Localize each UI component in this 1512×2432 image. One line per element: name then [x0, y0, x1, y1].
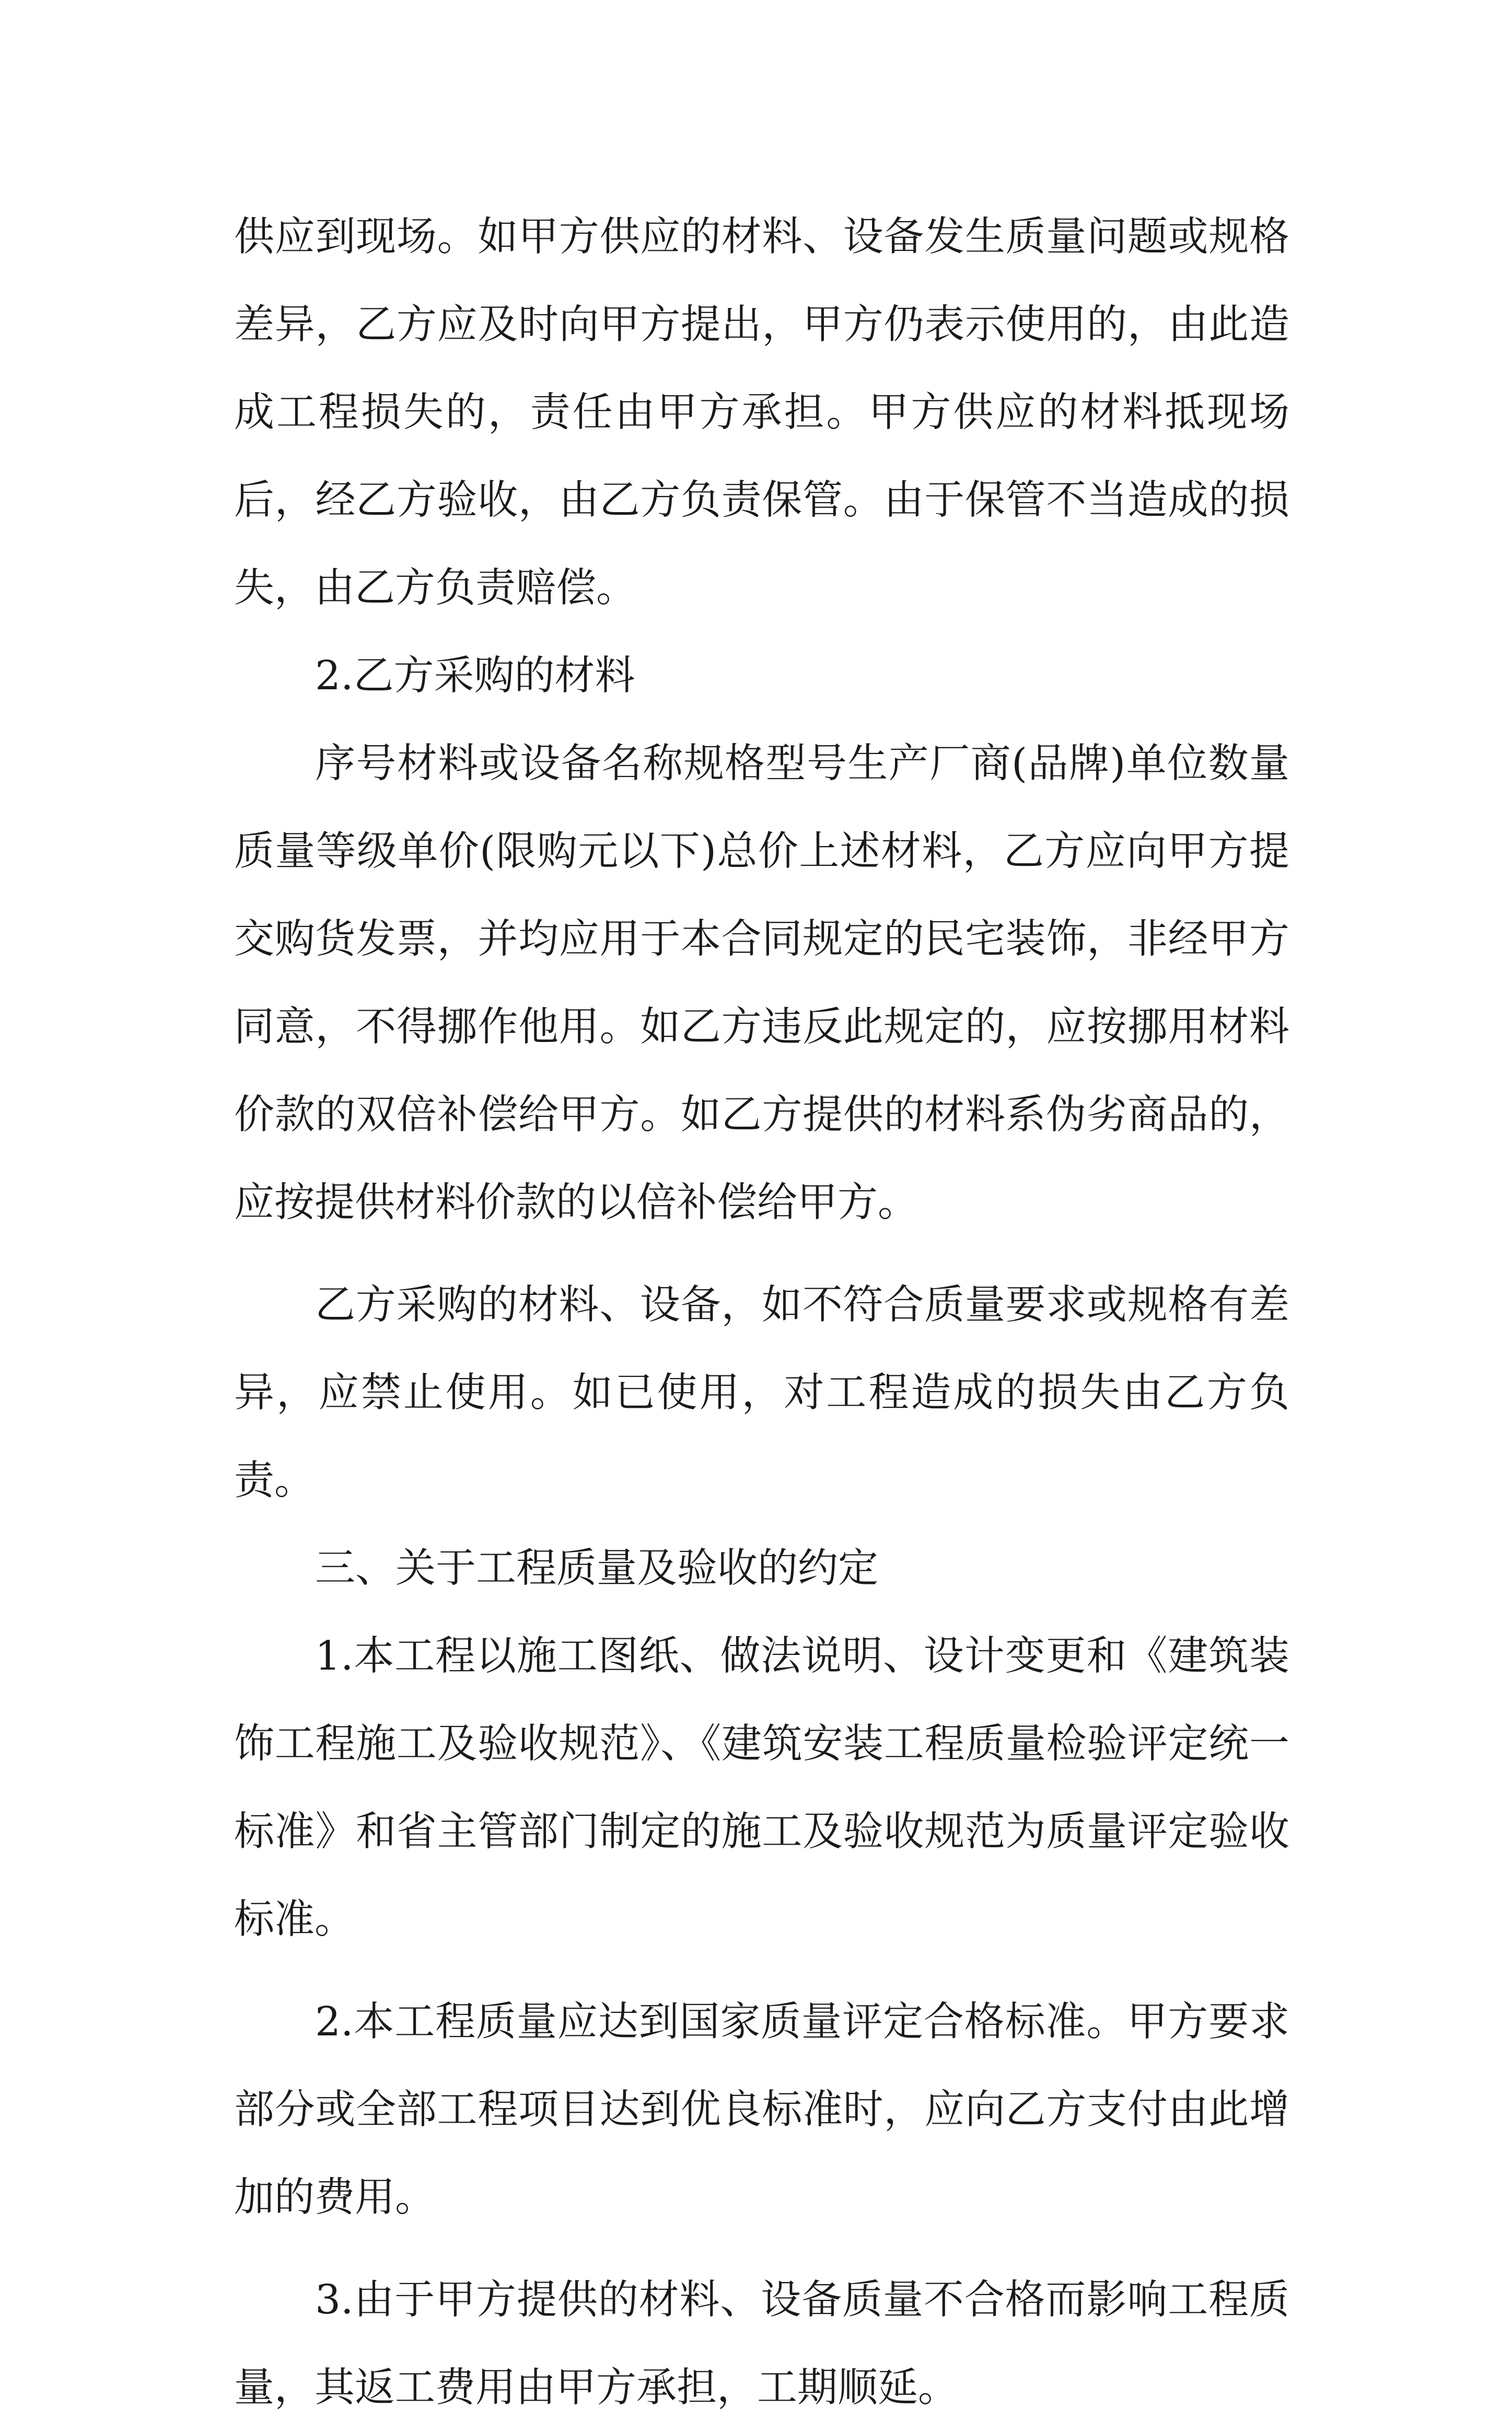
paragraph-material-list: 序号材料或设备名称规格型号生产厂商(品牌)单位数量质量等级单价(限购元以下)总价上述材料，乙方应向甲方提交购货发票，并均应用于本合同规定的民宅装饰，非经甲方同意，不得挪作他用。如乙方违反此规定的，应按挪用材料价款的双倍补偿给甲方。如乙方提供的材料系伪劣商品的，应按提供材料价款的以倍补偿给甲方。 — [234, 740, 1289, 1226]
paragraph-acceptance-standards: 1.本工程以施工图纸、做法说明、设计变更和《建筑装饰工程施工及验收规范》、《建筑安装工程质量检验评定统一标准》和省主管部门制定的施工及验收规范为质量评定验收标准。 — [234, 1633, 1289, 1943]
section-heading-quality-acceptance: 三、关于工程质量及验收的约定 — [315, 1545, 878, 1592]
paragraph-quality-level: 2.本工程质量应达到国家质量评定合格标准。甲方要求部分或全部工程项目达到优良标准时，应向乙方支付由此增加的费用。 — [234, 1999, 1289, 2221]
paragraph-supply-responsibility: 供应到现场。如甲方供应的材料、设备发生质量问题或规格差异，乙方应及时向甲方提出，甲方仍表示使用的，由此造成工程损失的，责任由甲方承担。甲方供应的材料抵现场后，经乙方验收，由乙方负责保管。由于保管不当造成的损失，由乙方负责赔偿。 — [234, 214, 1289, 611]
document-body — [234, 193, 1289, 2432]
paragraph-rework-costs: 3.由于甲方提供的材料、设备质量不合格而影响工程质量，其返工费用由甲方承担，工期顺延。 — [234, 2277, 1289, 2411]
paragraph-material-quality: 乙方采购的材料、设备，如不符合质量要求或规格有差异，应禁止使用。如已使用，对工程造成的损失由乙方负责。 — [234, 1282, 1289, 1504]
paragraph-heading-party-b-materials: 2.乙方采购的材料 — [315, 653, 635, 699]
